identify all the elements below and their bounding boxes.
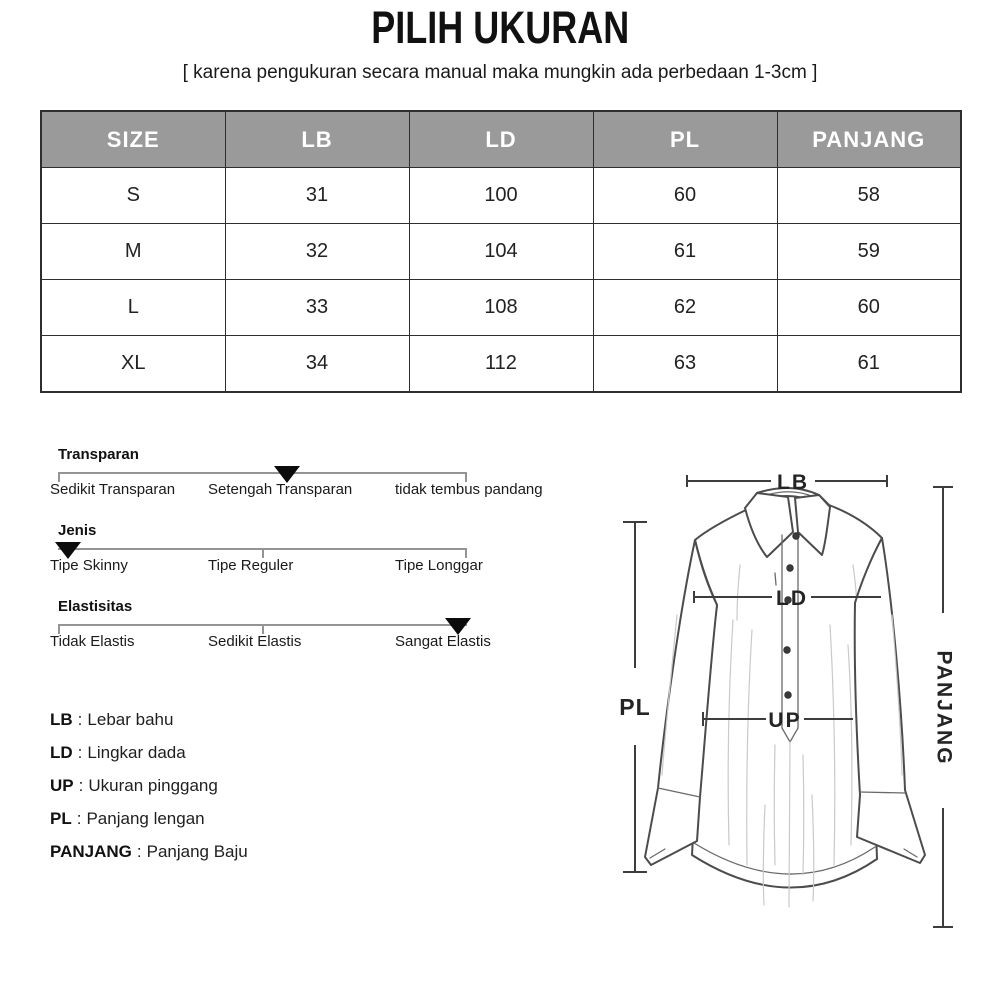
legend-separator: : [77,710,83,729]
pl-measure-label: PL [619,694,651,720]
legend-abbr: UP [50,776,74,795]
legend-item-ld [50,743,248,763]
lb-measure-line [687,471,887,494]
scale-elastisitas [50,598,595,653]
scale-label: Sedikit Elastis [208,633,302,650]
cell-pl: 61 [593,224,777,280]
page-subtitle: [ karena pengukuran secara manual maka mungkin ada perbedaan 1-3cm ] [182,62,818,83]
shirt-right-sleeve [855,538,925,863]
col-header-pl: PL [593,111,777,168]
shirt-diagram-svg [605,445,1000,965]
scale-label: Sangat Elastis [395,633,491,650]
scale-label: tidak tembus pandang [395,481,543,498]
legend-separator: : [77,743,83,762]
page-title-text: PILIH UKURAN [371,2,629,53]
cell-panjang: 60 [777,280,961,336]
legend-desc: Ukuran pinggang [88,776,218,795]
cell-ld: 100 [409,168,593,224]
lb-measure-label: LB [777,471,809,494]
ld-measure-label: LD [776,587,808,610]
scale-label: Tipe Reguler [208,557,294,574]
scale-transparan-title: Transparan [58,446,139,463]
cell-lb: 31 [225,168,409,224]
attribute-scales [50,446,595,674]
pl-measure-line [619,522,650,872]
shirt-button [793,533,800,540]
measurement-legend [50,710,248,875]
panjang-measure-label: PANJANG [932,650,956,766]
legend-abbr: PL [50,809,72,828]
shirt-button [787,565,794,572]
legend-item-up [50,776,248,796]
scale-label: Sedikit Transparan [50,481,176,498]
legend-item-lb [50,710,248,730]
table-row [41,224,961,280]
scale-label: Tidak Elastis [50,633,135,650]
scale-elastisitas-track [58,624,467,626]
scale-label: Tipe Longgar [395,557,483,574]
legend-separator: : [136,842,142,861]
scale-jenis-labels [50,557,595,577]
legend-separator: : [78,776,84,795]
scale-elastisitas-labels [50,633,595,653]
panjang-measure-line [932,487,955,927]
cell-panjang: 59 [777,224,961,280]
scale-transparan-track [58,472,467,474]
scale-transparan [50,446,595,501]
size-table [40,110,962,393]
scale-transparan-labels [50,481,595,501]
legend-abbr: LB [50,710,73,729]
cell-panjang: 61 [777,336,961,393]
cell-lb: 34 [225,336,409,393]
col-header-size: SIZE [41,111,225,168]
shirt-button [784,647,791,654]
shirt-body [692,489,882,888]
up-measure-label: UP [768,709,802,732]
cell-lb: 33 [225,280,409,336]
page-title [0,2,1000,54]
shirt-measurement-diagram [605,445,1000,965]
legend-item-pl [50,809,248,829]
scale-label: Tipe Skinny [50,557,128,574]
col-header-panjang: PANJANG [777,111,961,168]
table-row [41,336,961,393]
scale-label: Setengah Transparan [208,481,353,498]
cell-size: S [41,168,225,224]
cell-pl: 63 [593,336,777,393]
legend-desc: Lebar bahu [87,710,174,729]
scale-jenis-title: Jenis [58,522,97,539]
legend-item-panjang [50,842,248,862]
cell-ld: 104 [409,224,593,280]
shirt-button [785,692,792,699]
col-header-lb: LB [225,111,409,168]
legend-separator: : [76,809,82,828]
cell-ld: 108 [409,280,593,336]
legend-abbr: LD [50,743,73,762]
cell-lb: 32 [225,224,409,280]
scale-elastisitas-title: Elastisitas [58,598,133,615]
legend-desc: Panjang lengan [86,809,205,828]
legend-abbr: PANJANG [50,842,132,861]
cell-size: XL [41,336,225,393]
cell-size: M [41,224,225,280]
scale-jenis-track [58,548,467,550]
size-table-header-row [41,111,961,168]
scale-jenis [50,522,595,577]
legend-desc: Lingkar dada [87,743,186,762]
table-row [41,168,961,224]
cell-pl: 60 [593,168,777,224]
table-row [41,280,961,336]
col-header-ld: LD [409,111,593,168]
cell-size: L [41,280,225,336]
cell-pl: 62 [593,280,777,336]
cell-panjang: 58 [777,168,961,224]
cell-ld: 112 [409,336,593,393]
legend-desc: Panjang Baju [146,842,248,861]
